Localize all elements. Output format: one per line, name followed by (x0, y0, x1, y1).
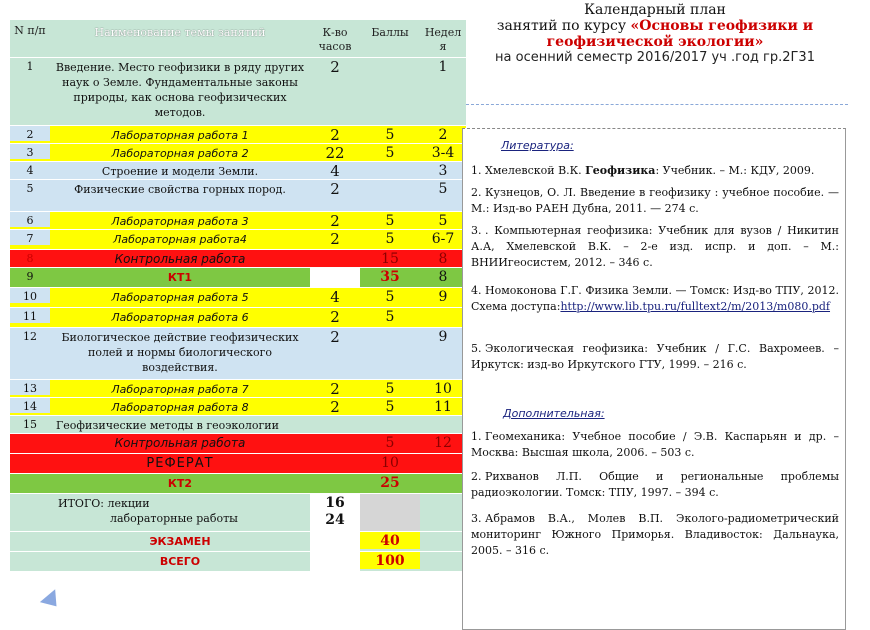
table-row: КТ2 25 (10, 474, 466, 494)
table-header (10, 20, 466, 58)
header-name: Наименование темы занятий (94, 26, 266, 39)
header-hours: К-во часов (318, 26, 352, 53)
table-row: 12 Биологическое действие геофизических полей и нормы биологического воздействия. 2 9 (10, 328, 466, 380)
list-item: 2. Рихванов Л.П. Общие и региональные проблемы радиоэкологии. Томск: ТПУ, 1997. – 394 с. (471, 470, 839, 499)
table-row: ВСЕГО 100 (10, 552, 466, 572)
plan-header (470, 2, 840, 65)
plan-title: Календарный план (584, 2, 726, 18)
table-row: 5 Физические свойства горных пород. 2 5 (10, 180, 466, 212)
literature-panel (462, 128, 846, 630)
table-row: 4 Строение и модели Земли. 4 3 (10, 162, 466, 180)
table-row: 3 Лабораторная работа 2 22 5 3-4 (10, 144, 466, 162)
table-row: ИТОГО: лекции лабораторные работы 16 24 (10, 494, 466, 532)
plan-course-line: занятий по курсу «Основы геофизики и (496, 18, 814, 34)
divider (466, 104, 848, 105)
header-num: N п/п (14, 24, 46, 37)
table-row: РЕФЕРАТ 10 (10, 454, 466, 474)
reference-link[interactable]: http://www.lib.tpu.ru/fulltext2/m/2013/m080.pdf (560, 300, 831, 313)
list-item: 3. Абрамов В.А., Молев В.П. Эколого-радиометрический мониторинг Южного Приморья. Владивосток: Дальнаука, 2005. – 316 с. (471, 512, 839, 557)
schedule-table (10, 20, 466, 572)
list-item: 2. Кузнецов, О. Л. Введение в геофизику : учебное пособие. — М.: Изд-во РАЕН Дубна, 2011. — 274 с. (471, 186, 839, 215)
table-row: 11 Лабораторная работа 6 2 5 (10, 308, 466, 328)
literature-title: Литература: (501, 139, 574, 152)
semester-line: на осенний семестр 2016/2017 уч .год гр.2Г31 (495, 50, 815, 65)
table-row: 8 Контрольная работа 15 8 (10, 250, 466, 268)
list-item: 4. Номоконова Г.Г. Физика Земли. — Томск: Изд-во ТПУ, 2012. Схема доступа:http://www.lib.tpu.ru/fulltext2/m/2013/m080.pdf (471, 284, 839, 313)
header-week: Недел я (424, 26, 462, 53)
list-item: 1. Геомеханика: Учебное пособие / Э.В. Каспарьян и др. – Москва: Высшая школа, 2006. – 503 с. (471, 430, 839, 459)
table-row: 9 КТ1 35 8 (10, 268, 466, 288)
header-points: Баллы (371, 26, 409, 39)
list-item: 3. . Компьютерная геофизика: Учебник для вузов / Никитин А.А, Хмелевской В.К. – 2-е изд. испр. и доп. – М.: ВНИИгеосистем, 2012. – 346 с. (471, 224, 839, 269)
table-row: 2 Лабораторная работа 1 2 5 2 (10, 126, 466, 144)
table-row: 13 Лабораторная работа 7 2 5 10 (10, 380, 466, 398)
course-name-cont: геофизической экологии» (546, 34, 764, 50)
table-row: ЭКЗАМЕН 40 (10, 532, 466, 552)
course-name: «Основы геофизики и (630, 18, 814, 34)
table-row: Контрольная работа 5 12 (10, 434, 466, 454)
list-item: 1. Хмелевской В.К. Геофизика: Учебник. – М.: КДУ, 2009. (471, 164, 815, 177)
arrow-icon (40, 589, 64, 613)
extra-literature-title: Дополнительная: (503, 407, 605, 420)
table-row: 14 Лабораторная работа 8 2 5 11 (10, 398, 466, 416)
list-item: 5. Экологическая геофизика: Учебник / Г.С. Вахромеев. – Иркутск: изд-во Иркутского ГТУ, 1999. – 216 с. (471, 342, 839, 371)
table-row: 6 Лабораторная работа 3 2 5 5 (10, 212, 466, 230)
table-row: 15 Геофизические методы в геоэкологии (10, 416, 466, 434)
table-row: 7 Лабораторная работа4 2 5 6-7 (10, 230, 466, 250)
table-row: 1 Введение. Место геофизики в ряду других наук о Земле. Фундаментальные законы природы, как основа геофизических методов. 2 1 (10, 58, 466, 126)
table-row: 10 Лабораторная работа 5 4 5 9 (10, 288, 466, 308)
